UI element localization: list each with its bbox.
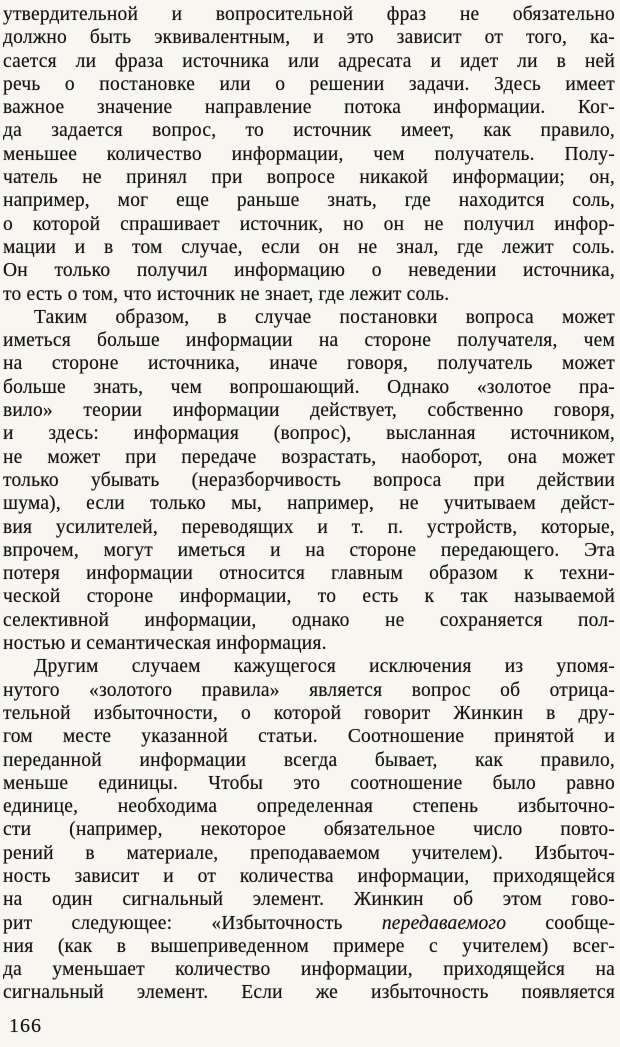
text-line	[3, 26, 615, 49]
italic-text-segment: передаваемого	[381, 912, 507, 934]
text-segment: да задается вопрос, то источник имеет, как правило,	[3, 120, 615, 142]
text-line	[3, 632, 615, 655]
text-segment: иметься больше информации на стороне получателя, чем	[3, 330, 615, 352]
text-line	[3, 376, 615, 399]
text-line	[3, 492, 615, 515]
text-segment: утвердительной и вопросительной фраз не обязательно	[3, 4, 615, 25]
text-line	[3, 189, 615, 212]
text-line	[3, 283, 615, 306]
text-line	[3, 609, 615, 632]
text-segment: единице, необходима определенная степень избыточно-	[3, 796, 615, 818]
text-line	[3, 166, 615, 189]
text-line	[3, 842, 615, 865]
text-line	[3, 981, 615, 1004]
text-segment: переданной информации всегда бывает, как правило,	[3, 749, 615, 771]
text-line	[3, 259, 615, 282]
text-segment: сигнальный элемент. Если же избыточность появляется	[3, 982, 615, 1004]
text-line	[3, 772, 615, 795]
text-segment: на один сигнальный элемент. Жинкин об этом гово-	[3, 889, 615, 911]
text-line	[3, 422, 615, 445]
text-segment: сается ли фраза источника или адресата и идет ли в ней	[3, 50, 615, 72]
text-segment: Таким образом, в случае постановки вопроса может	[34, 306, 615, 328]
text-segment: только убывать (неразборчивость вопроса при действии	[3, 469, 615, 491]
text-line	[3, 562, 615, 585]
text-segment: сти (например, некоторое обязательное число повто-	[3, 819, 615, 841]
text-line	[3, 818, 615, 841]
text-segment: гом месте указанной статьи. Соотношение принятой и	[3, 726, 615, 748]
text-segment: меньше единицы. Чтобы это соотношение было равно	[3, 772, 615, 794]
text-line	[3, 3, 615, 26]
text-line	[3, 73, 615, 96]
text-segment: ностью и семантическая информация.	[3, 633, 327, 655]
text-line	[3, 352, 615, 375]
text-segment: больше знать, чем вопрошающий. Однако «золотое пра-	[3, 376, 615, 398]
text-line	[3, 655, 615, 678]
text-segment: сообще-	[506, 912, 615, 934]
text-segment: тельной избыточности, о которой говорит Жинкин в дру-	[3, 702, 615, 724]
text-segment: потеря информации относится главным образом к техни-	[3, 563, 615, 585]
text-line	[3, 912, 615, 935]
text-line	[3, 469, 615, 492]
text-line	[3, 96, 615, 119]
text-segment: не может при передаче возрастать, наоборот, она может	[3, 446, 615, 468]
text-segment: речь о постановке или о решении задачи. Здесь имеет	[3, 73, 615, 95]
text-line	[3, 399, 615, 422]
text-segment: рений в материале, преподаваемом учителем). Избыточ-	[3, 842, 615, 864]
text-segment: должно быть эквивалентным, и это зависит от того, ка-	[3, 27, 615, 49]
text-line	[3, 143, 615, 166]
text-line	[3, 119, 615, 142]
text-segment: нутого «золотого правила» является вопрос об отрица-	[3, 679, 615, 701]
text-segment: да уменьшает количество информации, приходящейся на	[3, 959, 615, 981]
text-line	[3, 749, 615, 772]
text-segment: ческой стороне информации, то есть к так называемой	[3, 586, 615, 608]
text-line	[3, 50, 615, 73]
text-segment: шума), если только мы, например, не учитываем дейст-	[3, 493, 615, 515]
text-line	[3, 795, 615, 818]
text-segment: меньшее количество информации, чем получатель. Полу-	[3, 143, 615, 165]
text-segment: ность зависит и от количества информации, приходящейся	[3, 865, 615, 887]
text-line	[3, 888, 615, 911]
text-line	[3, 865, 615, 888]
text-line	[3, 725, 615, 748]
text-segment: Другим случаем кажущегося исключения из упомя-	[34, 656, 615, 678]
text-segment: то есть о том, что источник не знает, где лежит соль.	[3, 283, 450, 305]
text-segment: селективной информации, однако не сохраняется пол-	[3, 609, 615, 631]
text-segment: вило» теории информации действует, собственно говоря,	[3, 400, 615, 422]
text-segment: ния (как в вышеприведенном примере с учителем) всег-	[3, 935, 615, 957]
text-segment: на стороне источника, иначе говоря, получатель может	[3, 353, 615, 375]
text-segment: впрочем, могут иметься и на стороне передающего. Эта	[3, 539, 615, 561]
text-line	[3, 306, 615, 329]
text-line	[3, 236, 615, 259]
text-segment: о которой спрашивает источник, но он не получил инфор-	[3, 213, 615, 235]
text-line	[3, 585, 615, 608]
text-line	[3, 958, 615, 981]
text-line	[3, 329, 615, 352]
text-segment: чатель не принял при вопросе никакой информации; он,	[3, 167, 615, 189]
text-segment: Он только получил информацию о неведении источника,	[3, 260, 615, 282]
text-line	[3, 679, 615, 702]
text-block	[3, 3, 615, 1005]
page-number: 166	[9, 1015, 42, 1037]
text-line	[3, 446, 615, 469]
text-line	[3, 935, 615, 958]
text-segment: например, мог еще раньше знать, где находится соль,	[3, 190, 615, 212]
text-segment: рит следующее: «Избыточность	[3, 912, 382, 934]
text-segment: мации и в том случае, если он не знал, где лежит соль.	[3, 236, 615, 258]
text-line	[3, 516, 615, 539]
text-segment: важное значение направление потока информации. Ког-	[3, 97, 615, 119]
text-line	[3, 213, 615, 236]
text-segment: и здесь: информация (вопрос), высланная источником,	[3, 423, 615, 445]
text-segment: вия усилителей, переводящих и т. п. устройств, которые,	[3, 516, 615, 538]
text-line	[3, 702, 615, 725]
text-line	[3, 539, 615, 562]
